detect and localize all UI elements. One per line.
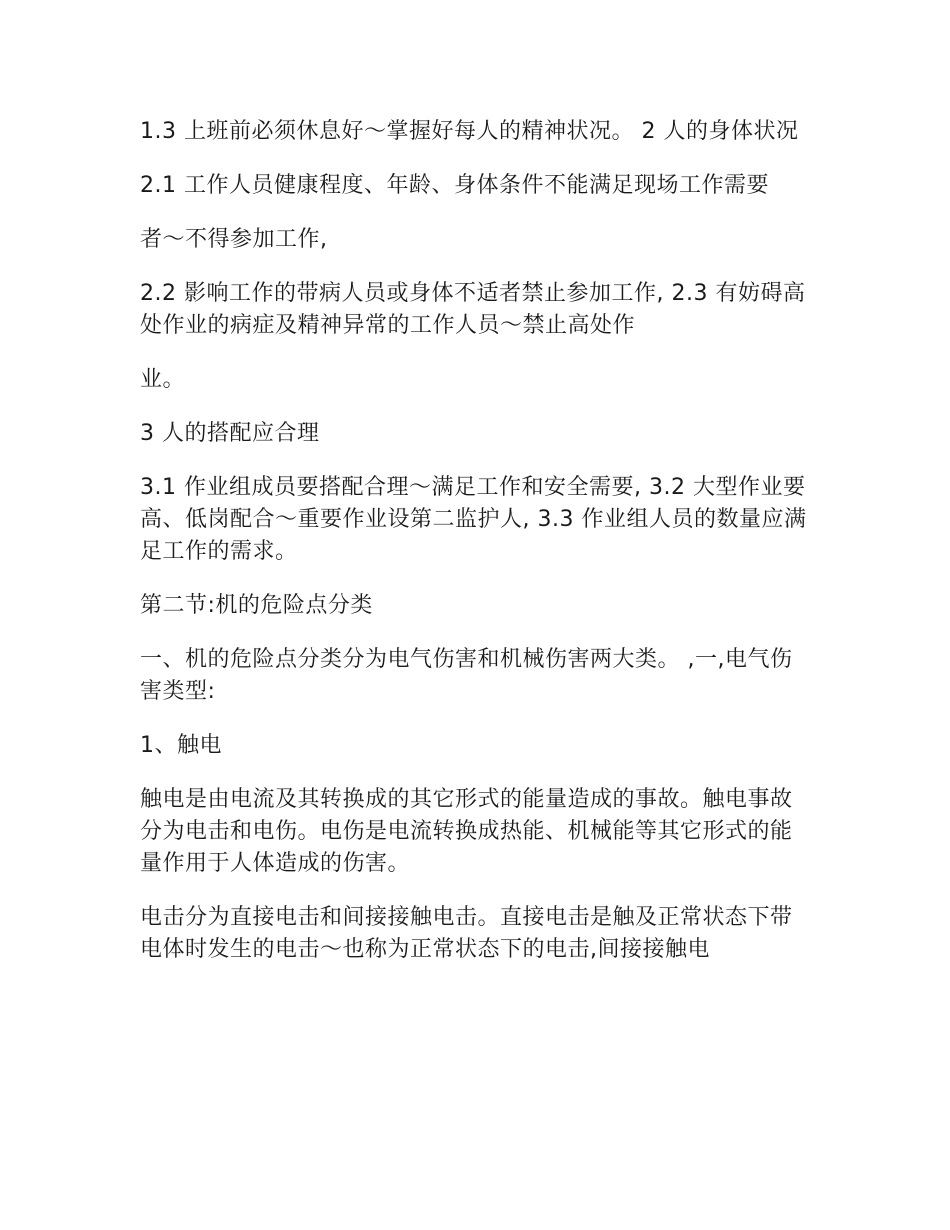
paragraph-hazard-categories: 一、机的危险点分类分为电气伤害和机械伤害两大类。 ,一,电气伤害类型: [140, 647, 793, 704]
paragraph-electric-shock-definition: 触电是由电流及其转换成的其它形式的能量造成的事故。触电事故分为电击和电伤。电伤是电流转换成热能、机械能等其它形式的能量作用于人体造成的伤害。 [140, 787, 793, 876]
paragraph-1-3-rest: 1.3 上班前必须休息好～掌握好每人的精神状况。 2 人的身体状况 [140, 119, 799, 144]
paragraph-2-1-health: 2.1 工作人员健康程度、年龄、身体条件不能满足现场工作需要 [140, 173, 769, 198]
paragraph-2-2-illness: 2.2 影响工作的带病人员或身体不适者禁止参加工作, 2.3 有妨碍高处作业的病症及精神异常的工作人员～禁止高处作 [140, 281, 806, 338]
section-heading-machine-hazards: 第二节:机的危险点分类 [140, 593, 373, 618]
paragraph-2-1-continued: 者～不得参加工作, [140, 227, 328, 252]
heading-electric-shock: 1、触电 [140, 733, 222, 758]
document-body [140, 116, 812, 988]
paragraph-3-1-team: 3.1 作业组成员要搭配合理～满足工作和安全需要, 3.2 大型作业要高、低岗配合～重要作业设第二监护人, 3.3 作业组人员的数量应满足工作的需求。 [140, 475, 807, 564]
heading-3-team-matching: 3 人的搭配应合理 [140, 421, 320, 446]
paragraph-electric-shock-types: 电击分为直接电击和间接接触电击。直接电击是触及正常状态下带电体时发生的电击～也称为正常状态下的电击,间接接触电 [140, 905, 793, 962]
paragraph-2-3-continued: 业。 [140, 367, 186, 392]
